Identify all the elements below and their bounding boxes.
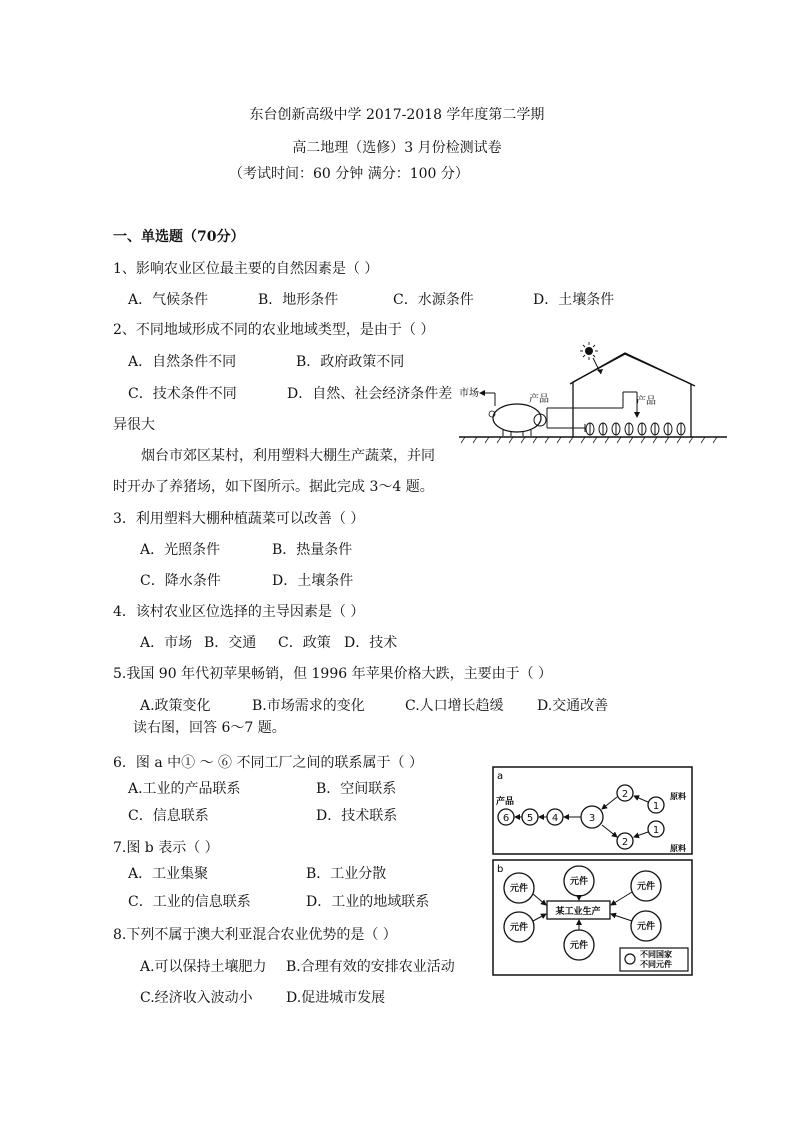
component-2: 元件 [569,877,589,887]
component-3: 元件 [636,882,656,892]
figure-b-global-components [492,859,693,976]
q1-option-a: A．气候条件 [128,292,209,308]
q8-stem: 8.下列不属于澳大利亚混合农业优势的是（ ） [113,927,397,943]
legend-line2: 不同元件 [640,960,672,969]
svg-text:3: 3 [588,813,596,824]
q7-option-a: A．工业集聚 [128,866,209,882]
q2-option-c: C．技术条件不同 [128,386,237,402]
figure-a-product-linkage [492,766,693,855]
q4-option-d: D．技术 [344,635,398,651]
q4-option-b: B．交通 [204,635,257,651]
pig-icon [489,404,546,436]
q3-option-b: B．热量条件 [272,542,353,558]
q7-option-b: B．工业分散 [306,866,387,882]
q7-stem: 7.图 b 表示（ ） [113,840,219,856]
q6-stem: 6．图 a 中① ～ ⑥ 不同工厂之间的联系属于（ ） [113,755,423,771]
svg-text:2: 2 [621,789,629,800]
component-1: 元件 [509,884,529,894]
center-label: 某工业生产 [555,907,601,917]
school-title: 东台创新高级中学 2017-2018 学年度第二学期 [249,107,545,123]
q4-stem: 4．该村农业区位选择的主导因素是（ ） [113,604,365,620]
product-label-1: 产品 [529,394,549,405]
q6-option-b: B．空间联系 [316,781,397,797]
q6-option-d: D．技术联系 [316,808,398,824]
market-label: 市场 [459,388,479,399]
exam-info: （考试时间：60 分钟 满分：100 分） [229,166,469,182]
q2-option-d: D．自然、社会经济条件差 [287,386,453,402]
exam-title: 高二地理（选修）3 月份检测试卷 [292,140,502,156]
q8-option-b: B.合理有效的安排农业活动 [286,959,455,975]
q7-option-c: C．工业的信息联系 [128,894,251,910]
q5-option-d: D.交通改善 [537,698,609,714]
sun-icon [580,342,603,374]
svg-text:1: 1 [652,825,660,836]
svg-text:6: 6 [502,813,510,824]
figure-a-raw-label-2: 原料 [670,844,686,853]
q5-option-c: C.人口增长趋缓 [405,698,504,714]
svg-text:1: 1 [652,801,660,812]
component-5: 元件 [569,941,589,951]
q2-option-a: A．自然条件不同 [128,354,237,370]
component-4: 元件 [509,923,529,933]
q1-option-d: D．土壤条件 [533,292,615,308]
q2-option-b: B．政府政策不同 [296,354,405,370]
svg-text:2: 2 [621,837,629,848]
q4-option-a: A．市场 [140,635,193,651]
q4-option-c: C．政策 [278,635,331,651]
greenhouse-pig-farm-figure [455,340,730,445]
q8-option-d: D.促进城市发展 [286,990,386,1006]
svg-text:4: 4 [551,813,559,824]
q6-option-c: C．信息联系 [128,808,209,824]
q2-continuation: 异很大 [113,417,155,433]
passage-67: 读右图，回答 6～7 题。 [133,720,286,736]
section-title: 一、单选题（70分） [113,229,245,245]
figure-b-label: b [497,864,504,875]
q8-option-a: A.可以保持土壤肥力 [140,959,267,975]
q5-option-a: A.政策变化 [140,698,211,714]
q3-stem: 3．利用塑料大棚种植蔬菜可以改善（ ） [113,511,365,527]
q1-stem: 1、影响农业区位最主要的自然因素是（ ） [113,261,379,277]
q5-option-b: B.市场需求的变化 [252,698,365,714]
q3-option-a: A．光照条件 [140,542,221,558]
component-6: 元件 [636,922,656,932]
passage-34-line2: 时开办了养猪场，如下图所示。据此完成 3～4 题。 [113,479,434,495]
figure-a-label: a [497,771,504,782]
q3-option-d: D．土壤条件 [272,573,354,589]
q2-stem: 2、不同地域形成不同的农业地域类型，是由于（ ） [113,322,435,338]
legend-line1: 不同国家 [640,950,672,959]
product-label-2: 产品 [636,396,656,407]
figure-a-raw-label-1: 原料 [670,792,686,801]
passage-34-line1: 烟台市郊区某村，利用塑料大棚生产蔬菜，并同 [141,448,435,464]
q7-option-d: D．工业的地域联系 [306,894,430,910]
q1-option-b: B．地形条件 [258,292,339,308]
svg-text:5: 5 [526,813,534,824]
q5-stem: 5.我国 90 年代初苹果畅销，但 1996 年苹果价格大跌，主要由于（ ） [113,666,553,682]
vegetable-row [586,423,685,435]
q8-option-c: C.经济收入波动小 [140,990,253,1006]
q1-option-c: C．水源条件 [393,292,474,308]
q6-option-a: A.工业的产品联系 [128,781,241,797]
q3-option-c: C．降水条件 [140,573,221,589]
figure-a-product-label: 产品 [496,797,515,807]
